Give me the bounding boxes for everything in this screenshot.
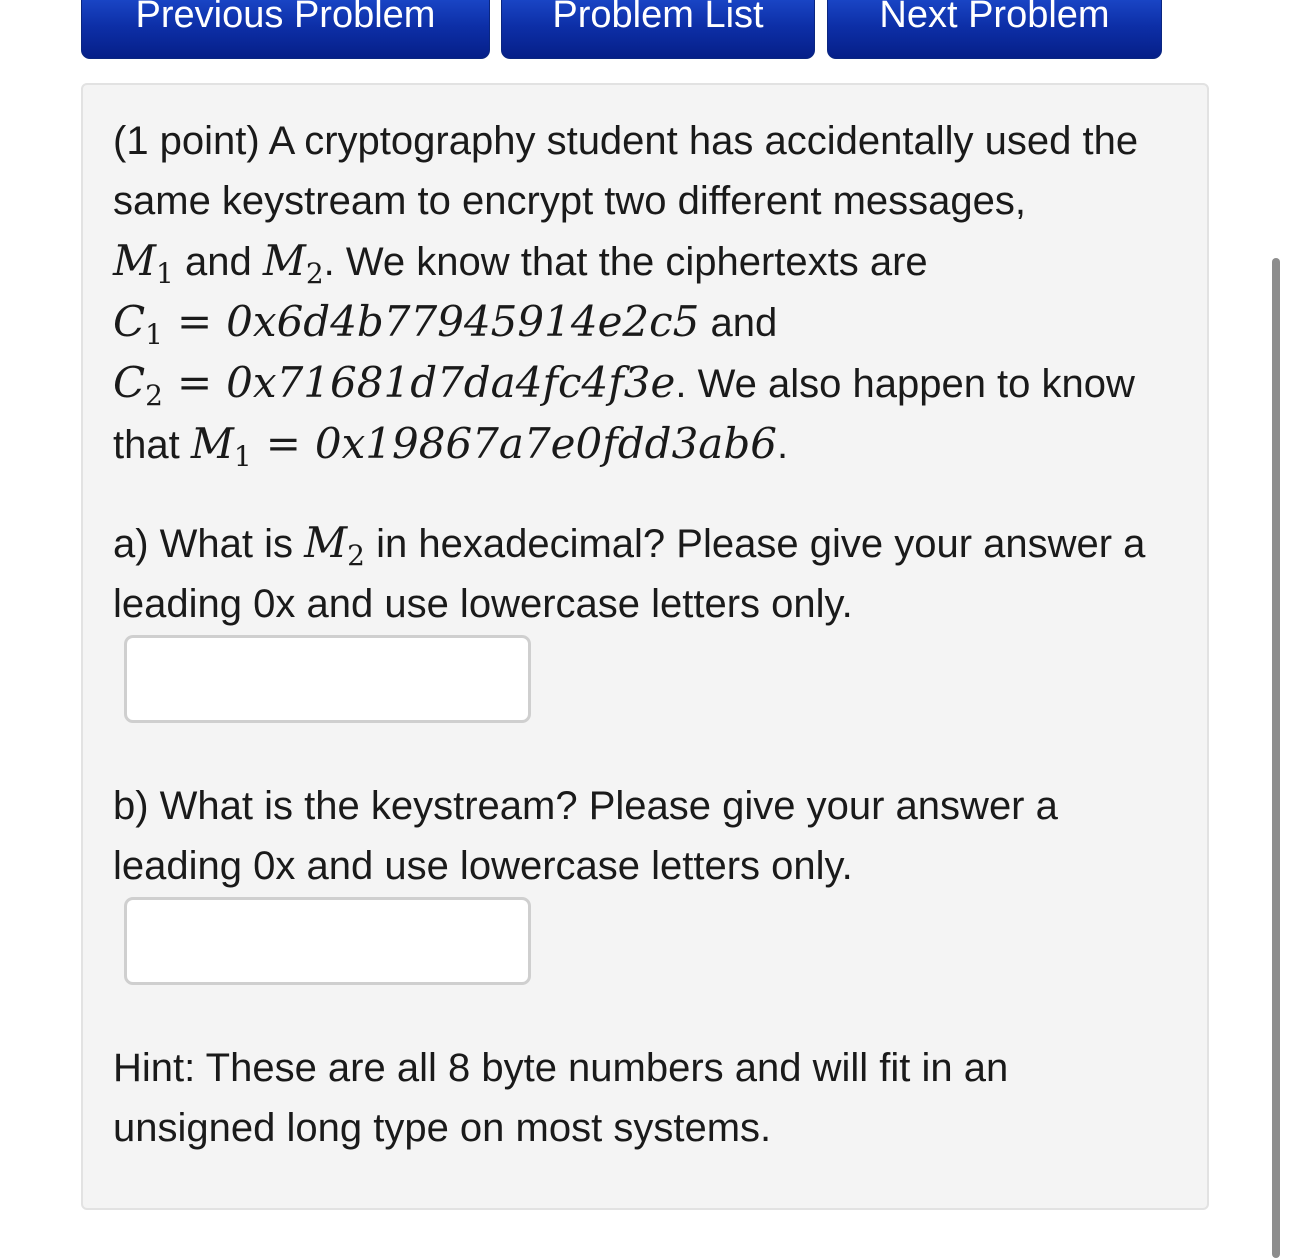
problem-list-button[interactable]: Problem List: [501, 0, 815, 59]
hint-text: Hint: These are all 8 byte numbers and will fit in an unsigned long type on most systems.: [113, 1046, 1009, 1150]
ciphertexts-text: . We know that the ciphertexts are: [323, 240, 928, 284]
equation-c2: $C_2 = 0x71681d7da4fc4f3e$: [113, 358, 676, 412]
equation-c1: $C_1 = 0x6d4b77945914e2c5$: [113, 297, 700, 351]
and-text: and: [173, 240, 263, 284]
and-text-2: and: [699, 301, 778, 345]
problem-intro: (1 point) A cryptography student has accidentally used the same keystream to encrypt two different messages,: [113, 119, 1139, 223]
question-b: b) What is the keystream? Please give your answer a leading 0x and use lowercase letters only.: [113, 784, 1058, 888]
period: .: [776, 423, 789, 467]
problem-statement: [113, 111, 1177, 475]
previous-problem-button[interactable]: Previous Problem: [81, 0, 490, 59]
c1-value: 0x6d4b77945914e2c5: [226, 297, 700, 346]
next-problem-button[interactable]: Next Problem: [827, 0, 1162, 59]
also-know-text: . We also happen to know that: [113, 362, 1135, 467]
question-a: a) What is $M_2$ in hexadecimal? Please give your answer a leading 0x and use lowercase letters only.: [113, 518, 1146, 626]
scrollbar[interactable]: [1272, 258, 1280, 1258]
c2-value: 0x71681d7da4fc4f3e: [226, 358, 676, 407]
var-m2: $M_2$: [262, 236, 324, 290]
var-m2-question: $M_2$: [304, 518, 365, 572]
var-m1: $M_1$: [113, 236, 174, 290]
problem-body: [81, 83, 1209, 1210]
answer-a-input[interactable]: [124, 635, 531, 723]
problem-navigation: [81, 0, 1162, 60]
answer-b-input[interactable]: [124, 897, 531, 985]
m1-value: 0x19867a7e0fdd3ab6: [314, 419, 777, 468]
equation-m1: $M_1 = 0x19867a7e0fdd3ab6$: [190, 419, 777, 473]
